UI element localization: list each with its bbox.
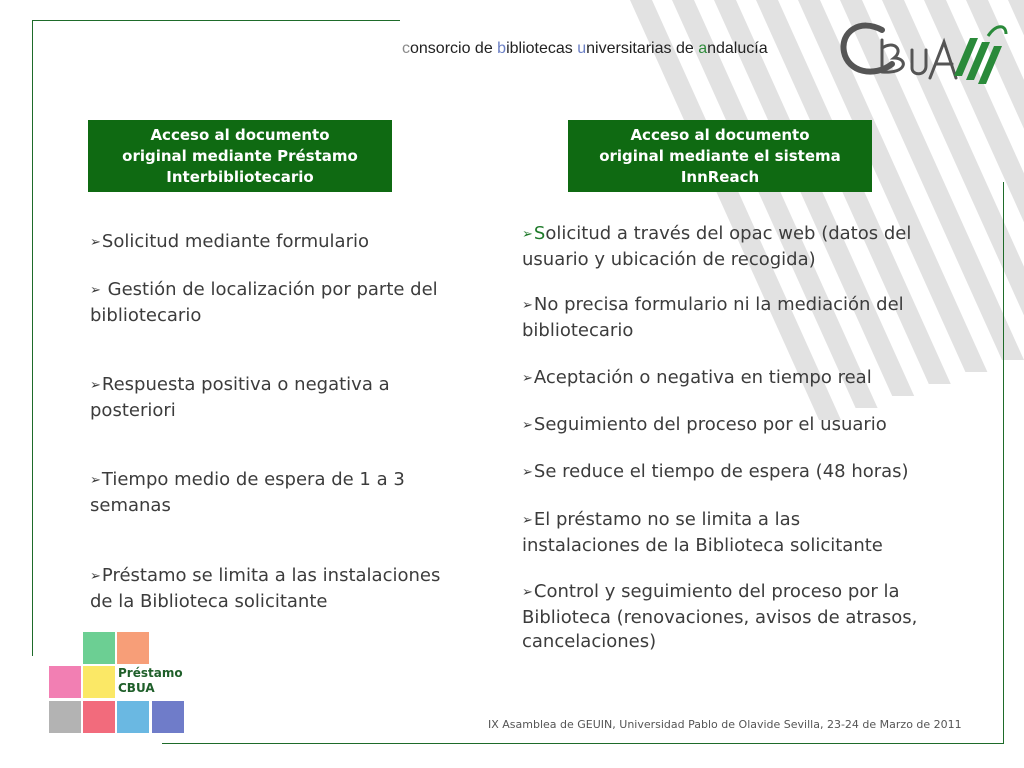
bullet-line: posteriori bbox=[90, 400, 176, 421]
arrow-bullet-icon: ➢ bbox=[522, 585, 533, 600]
arrow-bullet-icon: ➢ bbox=[522, 465, 533, 480]
frame-bottom-line bbox=[162, 743, 1004, 744]
bullet-line: No precisa formulario ni la mediación del bbox=[533, 294, 904, 315]
left-header-line: original mediante Préstamo bbox=[122, 146, 358, 165]
bullet-line: Se reduce el tiempo de espera (48 horas) bbox=[533, 461, 909, 482]
bullet-line: Control y seguimiento del proceso por la bbox=[533, 581, 900, 602]
left-bullet bbox=[90, 468, 405, 518]
arrow-bullet-icon: ➢ bbox=[522, 418, 533, 433]
right-bullet bbox=[522, 222, 911, 272]
right-header-line: Acceso al documento bbox=[630, 125, 810, 144]
title-part: niversitarias de bbox=[586, 40, 699, 57]
left-bullet bbox=[90, 373, 390, 423]
frame-top-line bbox=[32, 20, 400, 21]
title-part: a bbox=[698, 40, 708, 57]
arrow-bullet-icon: ➢ bbox=[90, 235, 101, 250]
title-part: u bbox=[577, 40, 587, 57]
arrow-bullet-icon: ➢ bbox=[90, 569, 101, 584]
right-bullet bbox=[522, 366, 872, 392]
right-column-header bbox=[568, 120, 872, 192]
bullet-line: Gestión de localización por parte del bbox=[101, 279, 438, 300]
bullet-line: Solicitud mediante formulario bbox=[101, 231, 370, 252]
bullet-line: Solicitud a través del opac web (datos del bbox=[533, 223, 912, 244]
frame-right-line bbox=[1003, 182, 1004, 744]
bullet-line: usuario y ubicación de recogida) bbox=[522, 249, 816, 270]
highlighted-initial: S bbox=[533, 223, 546, 244]
bullet-line: Aceptación o negativa en tiempo real bbox=[533, 367, 872, 388]
bullet-line: El préstamo no se limita a las bbox=[533, 509, 801, 530]
logo-tile bbox=[49, 701, 81, 733]
logo-text-line: CBUA bbox=[118, 681, 155, 695]
left-column-header bbox=[88, 120, 392, 192]
logo-tile bbox=[83, 632, 115, 664]
arrow-bullet-icon: ➢ bbox=[90, 283, 101, 298]
right-bullet bbox=[522, 293, 904, 343]
left-bullet bbox=[90, 564, 440, 614]
bullet-line: Biblioteca (renovaciones, avisos de atrasos, bbox=[522, 607, 918, 628]
left-bullet bbox=[90, 230, 369, 256]
bullet-line: Tiempo medio de espera de 1 a 3 bbox=[101, 469, 405, 490]
arrow-bullet-icon: ➢ bbox=[90, 378, 101, 393]
left-header-line: Interbibliotecario bbox=[166, 167, 314, 186]
bullet-line: Préstamo se limita a las instalaciones bbox=[101, 565, 441, 586]
left-header-line: Acceso al documento bbox=[150, 125, 330, 144]
cbua-logo bbox=[838, 16, 1008, 96]
left-bullet bbox=[90, 278, 438, 328]
arrow-bullet-icon: ➢ bbox=[90, 473, 101, 488]
arrow-bullet-icon: ➢ bbox=[522, 371, 533, 386]
bullet-line: Seguimiento del proceso por el usuario bbox=[533, 414, 887, 435]
right-bullet bbox=[522, 460, 909, 486]
bullet-line: instalaciones de la Biblioteca solicitante bbox=[522, 535, 883, 556]
bullet-line: cancelaciones) bbox=[522, 631, 657, 652]
right-bullet bbox=[522, 580, 917, 654]
arrow-bullet-icon: ➢ bbox=[522, 298, 533, 313]
right-header-line: InnReach bbox=[680, 167, 760, 186]
frame-left-line bbox=[32, 20, 33, 656]
title-part: onsorcio de bbox=[410, 40, 498, 57]
bullet-line: bibliotecario bbox=[522, 320, 634, 341]
bullet-line: bibliotecario bbox=[90, 305, 202, 326]
logo-tile bbox=[83, 701, 115, 733]
title-part: ndalucía bbox=[707, 40, 768, 57]
consortium-title bbox=[402, 40, 768, 58]
bullet-line: de la Biblioteca solicitante bbox=[90, 591, 328, 612]
arrow-bullet-icon: ➢ bbox=[522, 513, 533, 528]
right-bullet bbox=[522, 413, 887, 439]
logo-tile bbox=[117, 701, 149, 733]
bullet-line: Respuesta positiva o negativa a bbox=[101, 374, 390, 395]
logo-tile bbox=[83, 666, 115, 698]
logo-tile bbox=[49, 666, 81, 698]
right-header-line: original mediante el sistema bbox=[599, 146, 841, 165]
logo-tile bbox=[117, 632, 149, 664]
right-bullet bbox=[522, 508, 883, 558]
logo-text-line: Préstamo bbox=[118, 666, 183, 680]
logo-tile bbox=[152, 701, 184, 733]
arrow-bullet-icon: ➢ bbox=[522, 227, 533, 242]
title-part: c bbox=[402, 40, 410, 57]
bullet-line: semanas bbox=[90, 495, 171, 516]
prestamo-cbua-text bbox=[118, 666, 183, 696]
title-part: ibliotecas bbox=[506, 40, 578, 57]
title-part: b bbox=[497, 40, 507, 57]
footer-event-text: IX Asamblea de GEUIN, Universidad Pablo de Olavide Sevilla, 23-24 de Marzo de 2011 bbox=[488, 718, 962, 731]
